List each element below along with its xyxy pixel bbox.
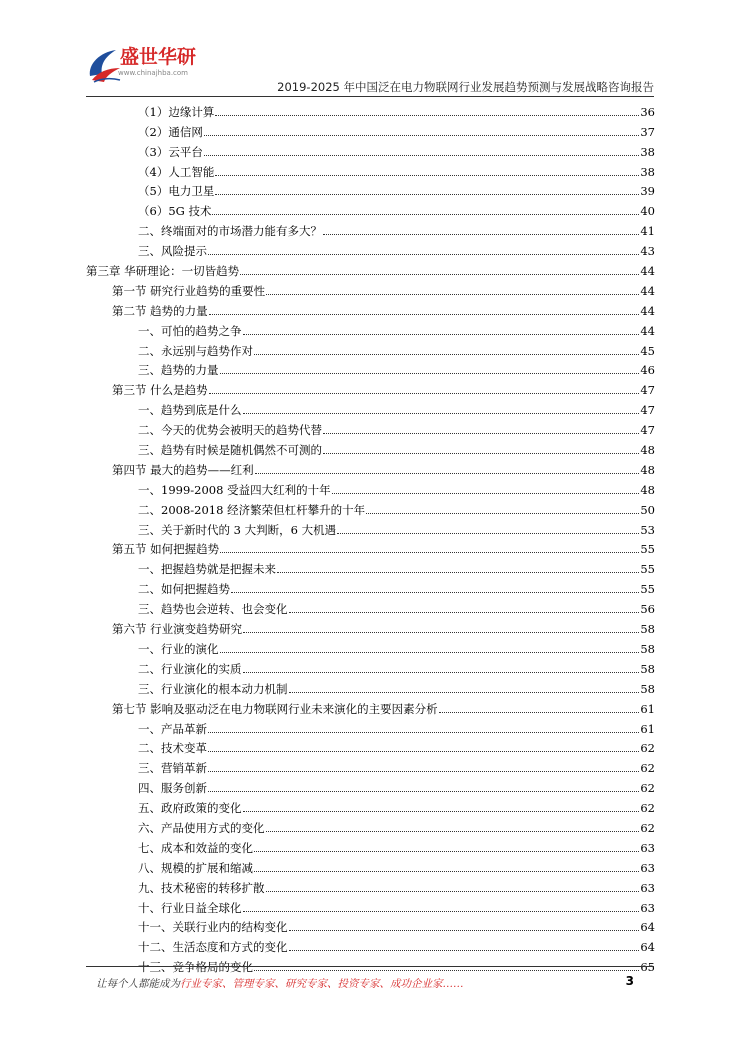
toc-entry[interactable] <box>86 258 655 278</box>
toc-entry[interactable] <box>86 696 655 716</box>
toc-entry-page: 64 <box>640 940 655 955</box>
toc-entry-page: 55 <box>640 542 655 557</box>
toc-entry-title: （6）5G 技术 <box>138 204 212 219</box>
toc-dot-leader <box>243 672 640 673</box>
toc-dot-leader <box>208 791 639 792</box>
toc-entry-title: 五、政府政策的变化 <box>138 801 242 816</box>
toc-entry-page: 40 <box>640 204 655 219</box>
toc-entry-page: 53 <box>640 522 655 537</box>
toc-entry[interactable] <box>86 238 655 258</box>
toc-dot-leader <box>366 513 639 514</box>
toc-entry[interactable] <box>86 915 655 935</box>
toc-entry-page: 55 <box>640 562 655 577</box>
toc-dot-leader <box>204 155 640 156</box>
toc-entry-page: 61 <box>640 721 655 736</box>
toc-entry-title: 第二节 趋势的力量 <box>112 303 208 318</box>
toc-entry-page: 48 <box>640 443 655 458</box>
toc-entry-title: 二、永远别与趋势作对 <box>138 343 253 358</box>
toc-entry-title: 十三、竞争格局的变化 <box>138 960 253 975</box>
toc-entry-page: 63 <box>640 860 655 875</box>
toc-entry-title: 三、趋势也会逆转、也会变化 <box>138 602 288 617</box>
toc-entry[interactable] <box>86 537 655 557</box>
toc-entry-page: 62 <box>640 801 655 816</box>
toc-entry-title: （1）边缘计算 <box>138 104 215 119</box>
toc-entry-title: 二、如何把握趋势 <box>138 582 230 597</box>
toc-entry[interactable] <box>86 377 655 397</box>
toc-entry-page: 64 <box>640 920 655 935</box>
toc-entry-title: 二、2008-2018 经济繁荣但杠杆攀升的十年 <box>138 502 366 517</box>
toc-entry[interactable] <box>86 636 655 656</box>
toc-entry-page: 37 <box>640 124 655 139</box>
toc-dot-leader <box>266 891 640 892</box>
toc-entry[interactable] <box>86 119 655 139</box>
toc-entry-title: 一、可怕的趋势之争 <box>138 323 242 338</box>
toc-dot-leader <box>220 652 640 653</box>
toc-entry-title: （3）云平台 <box>138 144 203 159</box>
toc-entry-title: 八、规模的扩展和缩减 <box>138 860 253 875</box>
brand-logo <box>86 42 226 94</box>
report-title: 2019-2025 年中国泛在电力物联网行业发展趋势预测与发展战略咨询报告 <box>277 80 654 94</box>
toc-entry-page: 44 <box>640 283 655 298</box>
footer-divider <box>86 966 654 967</box>
toc-entry-page: 38 <box>640 144 655 159</box>
toc-dot-leader <box>323 453 639 454</box>
toc-entry-page: 44 <box>640 303 655 318</box>
toc-entry-title: 三、趋势有时候是随机偶然不可测的 <box>138 443 322 458</box>
toc-entry[interactable] <box>86 596 655 616</box>
toc-dot-leader <box>243 811 640 812</box>
toc-dot-leader <box>208 732 639 733</box>
toc-entry[interactable] <box>86 716 655 736</box>
toc-entry-page: 63 <box>640 840 655 855</box>
toc-entry-title: 一、把握趋势就是把握未来 <box>138 562 276 577</box>
toc-entry-page: 58 <box>640 641 655 656</box>
toc-dot-leader <box>323 234 639 235</box>
toc-entry-title: 三、风险提示 <box>138 244 207 259</box>
toc-entry-title: （5）电力卫星 <box>138 184 215 199</box>
toc-dot-leader <box>254 851 639 852</box>
toc-entry-page: 39 <box>640 184 655 199</box>
toc-entry-title: 二、行业演化的实质 <box>138 661 242 676</box>
toc-entry[interactable] <box>86 318 655 338</box>
toc-entry-title: 三、营销革新 <box>138 761 207 776</box>
toc-dot-leader <box>255 473 640 474</box>
toc-entry[interactable] <box>86 477 655 497</box>
toc-entry-page: 47 <box>640 383 655 398</box>
toc-entry[interactable] <box>86 934 655 954</box>
toc-entry-title: 六、产品使用方式的变化 <box>138 820 265 835</box>
toc-entry-title: 十二、生活态度和方式的变化 <box>138 940 288 955</box>
toc-entry-page: 36 <box>640 104 655 119</box>
toc-entry-title: 三、行业演化的根本动力机制 <box>138 681 288 696</box>
toc-entry-title: 二、终端面对的市场潜力能有多大？ <box>138 224 322 239</box>
toc-entry[interactable] <box>86 497 655 517</box>
toc-entry[interactable] <box>86 139 655 159</box>
toc-dot-leader <box>220 552 639 553</box>
toc-dot-leader <box>209 393 640 394</box>
toc-dot-leader <box>323 433 639 434</box>
toc-dot-leader <box>266 294 639 295</box>
toc-entry-page: 45 <box>640 343 655 358</box>
toc-entry-page: 62 <box>640 781 655 796</box>
toc-entry-title: 四、服务创新 <box>138 781 207 796</box>
toc-entry-page: 48 <box>640 482 655 497</box>
toc-entry-page: 65 <box>640 960 655 975</box>
toc-entry[interactable] <box>86 954 655 974</box>
toc-entry[interactable] <box>86 159 655 179</box>
toc-entry[interactable] <box>86 179 655 199</box>
toc-entry[interactable] <box>86 755 655 775</box>
toc-dot-leader <box>254 871 639 872</box>
logo-url: www.chinajhba.com <box>118 69 189 77</box>
toc-entry-page: 63 <box>640 880 655 895</box>
toc-dot-leader <box>231 592 639 593</box>
header-divider <box>86 96 654 97</box>
toc-entry[interactable] <box>86 835 655 855</box>
toc-entry[interactable] <box>86 855 655 875</box>
footer-slogan-highlight: 行业专家、管理专家、研究专家、投资专家、成功企业家…… <box>180 978 464 990</box>
toc-dot-leader <box>215 194 639 195</box>
toc-entry-title: 九、技术秘密的转移扩散 <box>138 880 265 895</box>
toc-dot-leader <box>208 254 639 255</box>
toc-dot-leader <box>243 334 640 335</box>
toc-entry-title: 一、行业的演化 <box>138 641 219 656</box>
toc-dot-leader <box>215 175 639 176</box>
page-number: 3 <box>625 974 634 988</box>
toc-dot-leader <box>266 831 640 832</box>
toc-entry-page: 46 <box>640 363 655 378</box>
footer-slogan-prefix: 让每个人都能成为 <box>96 978 180 990</box>
toc-entry[interactable] <box>86 198 655 218</box>
toc-entry-title: 一、产品革新 <box>138 721 207 736</box>
toc-entry[interactable] <box>86 736 655 756</box>
toc-entry[interactable] <box>86 656 655 676</box>
toc-entry-title: 二、今天的优势会被明天的趋势代替 <box>138 423 322 438</box>
toc-dot-leader <box>254 354 639 355</box>
toc-dot-leader <box>243 911 640 912</box>
toc-entry-page: 47 <box>640 403 655 418</box>
toc-entry[interactable] <box>86 437 655 457</box>
toc-entry[interactable] <box>86 895 655 915</box>
toc-entry-title: 第三节 什么是趋势 <box>112 383 208 398</box>
toc-entry[interactable] <box>86 616 655 636</box>
toc-entry-page: 62 <box>640 820 655 835</box>
footer-slogan <box>96 976 464 991</box>
toc-entry[interactable] <box>86 457 655 477</box>
toc-entry-title: 一、1999-2008 受益四大红利的十年 <box>138 482 331 497</box>
toc-dot-leader <box>289 612 640 613</box>
toc-dot-leader <box>209 314 640 315</box>
toc-entry[interactable] <box>86 99 655 119</box>
toc-entry[interactable] <box>86 517 655 537</box>
toc-entry-page: 47 <box>640 423 655 438</box>
toc-entry-title: 三、关于新时代的 3 大判断，6 大机遇 <box>138 522 337 537</box>
toc-entry-title: （2）通信网 <box>138 124 203 139</box>
toc-entry[interactable] <box>86 815 655 835</box>
toc-entry[interactable] <box>86 338 655 358</box>
toc-dot-leader <box>204 135 640 136</box>
toc-entry-title: 三、趋势的力量 <box>138 363 219 378</box>
toc-entry-page: 41 <box>640 224 655 239</box>
toc-dot-leader <box>243 632 639 633</box>
toc-entry-page: 61 <box>640 701 655 716</box>
toc-dot-leader <box>243 413 640 414</box>
toc-entry[interactable] <box>86 417 655 437</box>
toc-entry-page: 56 <box>640 602 655 617</box>
toc-dot-leader <box>332 493 640 494</box>
toc-entry-page: 55 <box>640 582 655 597</box>
toc-entry[interactable] <box>86 676 655 696</box>
book-swoosh-logo-icon <box>86 46 122 86</box>
toc-entry[interactable] <box>86 358 655 378</box>
toc-entry-title: 第六节 行业演变趋势研究 <box>112 622 243 637</box>
toc-entry[interactable] <box>86 218 655 238</box>
toc-dot-leader <box>289 950 640 951</box>
toc-entry-title: 十、行业日益全球化 <box>138 900 242 915</box>
page-header <box>0 0 744 104</box>
toc-entry-title: 第三章 华研理论：一切皆趋势 <box>86 264 240 279</box>
toc-entry-title: （4）人工智能 <box>138 164 215 179</box>
toc-entry[interactable] <box>86 875 655 895</box>
toc-dot-leader <box>337 533 639 534</box>
toc-entry-page: 58 <box>640 661 655 676</box>
toc-dot-leader <box>208 771 639 772</box>
toc-entry-page: 48 <box>640 462 655 477</box>
toc-dot-leader <box>439 712 640 713</box>
table-of-contents <box>86 99 655 974</box>
toc-dot-leader <box>240 274 639 275</box>
toc-dot-leader <box>220 373 640 374</box>
toc-dot-leader <box>212 214 639 215</box>
toc-entry[interactable] <box>86 775 655 795</box>
toc-entry-page: 63 <box>640 900 655 915</box>
toc-entry[interactable] <box>86 795 655 815</box>
toc-dot-leader <box>254 970 639 971</box>
toc-entry-page: 44 <box>640 264 655 279</box>
toc-dot-leader <box>289 930 640 931</box>
toc-entry[interactable] <box>86 397 655 417</box>
toc-entry-page: 50 <box>640 502 655 517</box>
toc-entry-title: 第七节 影响及驱动泛在电力物联网行业未来演化的主要因素分析 <box>112 701 438 716</box>
toc-entry-page: 62 <box>640 761 655 776</box>
toc-dot-leader <box>215 115 639 116</box>
toc-entry-title: 十一、关联行业内的结构变化 <box>138 920 288 935</box>
toc-entry-page: 58 <box>640 681 655 696</box>
toc-entry-page: 58 <box>640 622 655 637</box>
toc-entry-page: 38 <box>640 164 655 179</box>
toc-entry[interactable] <box>86 298 655 318</box>
toc-dot-leader <box>277 572 639 573</box>
toc-entry-title: 第一节 研究行业趋势的重要性 <box>112 283 266 298</box>
toc-entry-title: 第四节 最大的趋势——红利 <box>112 462 254 477</box>
toc-entry-title: 二、技术变革 <box>138 741 207 756</box>
toc-entry[interactable] <box>86 556 655 576</box>
toc-entry-title: 第五节 如何把握趋势 <box>112 542 220 557</box>
toc-entry-title: 七、成本和效益的变化 <box>138 840 253 855</box>
toc-entry-page: 44 <box>640 323 655 338</box>
toc-dot-leader <box>289 692 640 693</box>
toc-entry-page: 62 <box>640 741 655 756</box>
logo-text: 盛世华研 <box>120 46 197 68</box>
toc-entry-title: 一、趋势到底是什么 <box>138 403 242 418</box>
toc-entry[interactable] <box>86 278 655 298</box>
toc-entry-page: 43 <box>640 244 655 259</box>
toc-entry[interactable] <box>86 576 655 596</box>
toc-dot-leader <box>208 751 639 752</box>
